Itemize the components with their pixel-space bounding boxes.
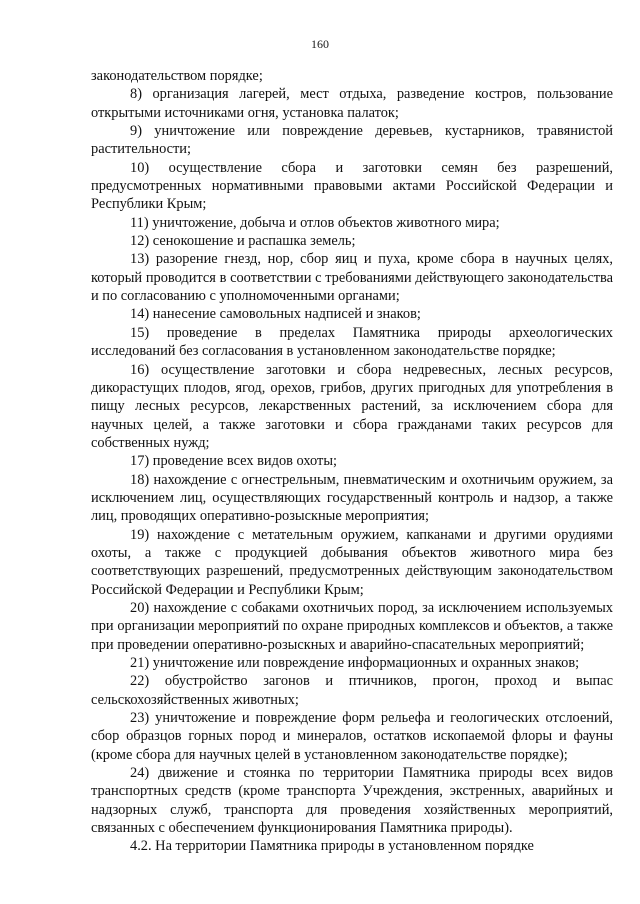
list-item-22: 22) обустройство загонов и птичников, прогон, проход и выпас сельскохозяйственных животных;: [91, 673, 613, 708]
list-item-23: 23) уничтожение и повреждение форм рельефа и геологических отслоений, сбор образцов горных пород и минералов, остатков ископаемой флоры и фауны (кроме сбора для научных целей в установленном законодательстве порядке);: [91, 710, 613, 763]
list-item-9: 9) уничтожение или повреждение деревьев, кустарников, травянистой растительности;: [91, 123, 613, 158]
list-item-14: 14) нанесение самовольных надписей и знаков;: [130, 306, 421, 323]
paragraph-continuation: законодательством порядке;: [91, 68, 263, 84]
list-item-19: 19) нахождение с метательным оружием, капканами и другими орудиями охоты, а также с продукцией добывания объектов животного мира без соответствующих разрешений, предусмотренных действующим законодательством Российской Федерации и Республики Крым;: [91, 526, 613, 598]
list-item-20: 20) нахождение с собаками охотничьих пород, за исключением используемых при организации мероприятий по охране природных комплексов и объектов, а также при проведении оперативно-розыскных и аварийно-спасательных мероприятий;: [91, 599, 613, 653]
list-item-8: 8) организация лагерей, мест отдыха, разведение костров, пользование открытыми источниками огня, установка палаток;: [91, 86, 613, 121]
list-item-21: 21) уничтожение или повреждение информационных и охранных знаков;: [130, 655, 580, 671]
list-item-12: 12) сенокошение и распашка земель;: [130, 233, 356, 250]
document-body: [91, 67, 613, 856]
list-item-24: 24) движение и стоянка по территории Памятника природы всех видов транспортных средств (кроме транспорта Учреждения, экстренных, аварийных и надзорных служб, транспорта для проведения хозяйственных мероприятий, связанных с обеспечением функционирования Памятника природы).: [91, 765, 613, 837]
page-number: 160: [311, 37, 329, 51]
list-item-17: 17) проведение всех видов охоты;: [130, 453, 337, 470]
list-item-16: 16) осуществление заготовки и сбора недревесных, лесных ресурсов, дикорастущих плодов, ягод, орехов, грибов, других пригодных для употребления в пищу лесных ресурсов, лекарственных растений, за исключением сбора для научных целей, а также заготовки и сбора гражданами таких ресурсов для собственных нужд;: [91, 361, 613, 451]
section-4-2-paragraph: 4.2. На территории Памятника природы в установленном порядке: [130, 838, 534, 855]
list-item-18: 18) нахождение с огнестрельным, пневматическим и охотничьим оружием, за исключением лиц, осуществляющих государственный контроль и надзор, а также лиц, проводящих оперативно-розыскные мероприятия;: [91, 471, 613, 525]
list-item-13: 13) разорение гнезд, нор, сбор яиц и пуха, кроме сбора в научных целях, который проводится в соответствии с требованиями действующего законодательства и по согласованию с уполномоченными органами;: [91, 251, 613, 305]
list-item-15: 15) проведение в пределах Памятника природы археологических исследований без согласования в установленном законодательстве порядке;: [91, 324, 613, 360]
list-item-11: 11) уничтожение, добыча и отлов объектов животного мира;: [130, 214, 500, 231]
list-item-10: 10) осуществление сбора и заготовки семян без разрешений, предусмотренных нормативными правовыми актами Российской Федерации и Республики Крым;: [91, 159, 613, 213]
